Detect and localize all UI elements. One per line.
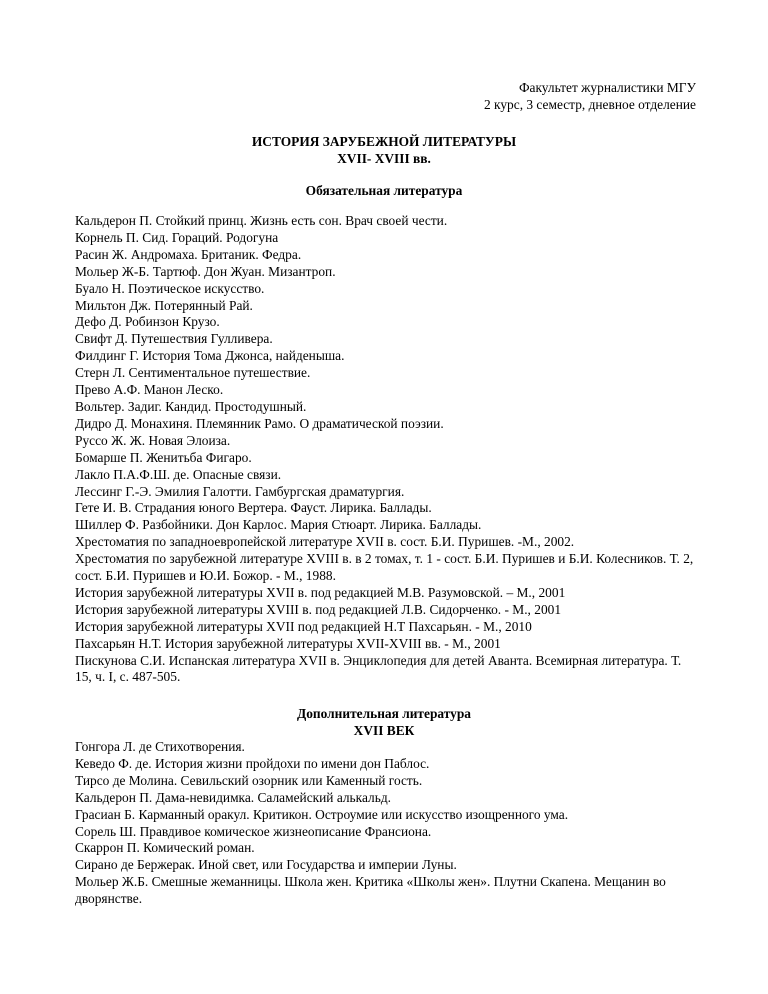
list-item: Гонгора Л. де Стихотворения. bbox=[75, 739, 245, 754]
list-item: Шиллер Ф. Разбойники. Дон Карлос. Мария Стюарт. Лирика. Баллады. bbox=[75, 517, 482, 533]
list-item: Буало Н. Поэтическое искусство. bbox=[75, 280, 265, 296]
additional-heading-title: Дополнительная литература bbox=[297, 706, 471, 721]
list-item: Грасиан Б. Карманный оракул. Критикон. Остроумие или искусство изощренного ума. bbox=[75, 806, 569, 822]
list-item: Кеведо Ф. де. История жизни пройдохи по имени дон Паблос. bbox=[75, 755, 430, 771]
title-line-2: XVII- XVIII вв. bbox=[337, 150, 431, 166]
list-item: Сорель Ш. Правдивое комическое жизнеописание Франсиона. bbox=[75, 823, 432, 839]
list-item: Дефо Д. Робинзон Крузо. bbox=[75, 314, 220, 330]
list-item: Мольер Ж.Б. Смешные жеманницы. Школа жен. Критика «Школы жен». Плутни Скапена. Мещанин во дворянстве. bbox=[75, 874, 666, 907]
list-item: Филдинг Г. История Тома Джонса, найденыша. bbox=[75, 348, 345, 364]
list-item: Лессинг Г.-Э. Эмилия Галотти. Гамбургская драматургия. bbox=[75, 483, 405, 499]
list-item: Кальдерон П. Дама-невидимка. Саламейский алькальд. bbox=[75, 789, 391, 805]
list-item: Гете И. В. Страдания юного Вертера. Фауст. Лирика. Баллады. bbox=[75, 500, 432, 516]
list-item: Пахсарьян Н.Т. История зарубежной литературы XVII-XVIII вв. - М., 2001 bbox=[75, 635, 501, 651]
list-item: Хрестоматия по зарубежной литературе XVIII в. в 2 томах, т. 1 - сост. Б.И. Пуришев и Б.И. Колесников. Т. 2, сост. Б.И. Пуришев и Ю.И. Божор. - М., 1988. bbox=[75, 551, 694, 584]
list-item: Хрестоматия по западноевропейской литературе XVII в. сост. Б.И. Пуришев. -М., 2002. bbox=[75, 534, 575, 550]
document-title bbox=[0, 134, 768, 168]
faculty-name: Факультет журналистики МГУ bbox=[518, 80, 696, 95]
list-item: Лакло П.А.Ф.Ш. де. Опасные связи. bbox=[75, 466, 282, 482]
list-item: Мольер Ж-Б. Тартюф. Дон Жуан. Мизантроп. bbox=[75, 263, 336, 279]
list-item: Корнель П. Сид. Гораций. Родогуна bbox=[75, 229, 279, 245]
course-info: 2 курс, 3 семестр, дневное отделение bbox=[484, 96, 696, 112]
list-item: Мильтон Дж. Потерянный Рай. bbox=[75, 297, 253, 313]
century-subheading: XVII ВЕК bbox=[353, 722, 415, 738]
list-item: Дидро Д. Монахиня. Племянник Рамо. О драматической поэзии. bbox=[75, 415, 444, 431]
list-item: Расин Ж. Андромаха. Британик. Федра. bbox=[75, 246, 302, 262]
required-literature-list bbox=[75, 213, 700, 686]
list-item: Руссо Ж. Ж. Новая Элоиза. bbox=[75, 432, 231, 448]
list-item: Бомарше П. Женитьба Фигаро. bbox=[75, 449, 252, 465]
list-item: История зарубежной литературы XVII в. под редакцией М.В. Разумовской. – М., 2001 bbox=[75, 584, 566, 600]
list-item: Кальдерон П. Стойкий принц. Жизнь есть сон. Врач своей чести. bbox=[75, 213, 448, 228]
required-literature-heading: Обязательная литература bbox=[305, 183, 463, 198]
list-item: Пискунова С.И. Испанская литература XVII в. Энциклопедия для детей Аванта. Всемирная литература. Т. 15, ч. I, с. 487-505. bbox=[75, 652, 682, 685]
additional-literature-heading bbox=[0, 706, 768, 740]
title-line-1: ИСТОРИЯ ЗАРУБЕЖНОЙ ЛИТЕРАТУРЫ bbox=[251, 134, 517, 149]
list-item: История зарубежной литературы XVII под редакцией Н.Т Пахсарьян. - М., 2010 bbox=[75, 618, 532, 634]
list-item: Свифт Д. Путешествия Гулливера. bbox=[75, 331, 273, 347]
list-item: Сирано де Бержерак. Иной свет, или Государства и империи Луны. bbox=[75, 857, 457, 873]
list-item: История зарубежной литературы XVIII в. под редакцией Л.В. Сидорченко. - М., 2001 bbox=[75, 601, 562, 617]
list-item: Прево А.Ф. Манон Леско. bbox=[75, 382, 224, 398]
list-item: Стерн Л. Сентиментальное путешествие. bbox=[75, 365, 311, 381]
list-item: Тирсо де Молина. Севильский озорник или Каменный гость. bbox=[75, 772, 423, 788]
list-item: Скаррон П. Комический роман. bbox=[75, 840, 255, 856]
additional-literature-list bbox=[75, 739, 700, 908]
faculty-header bbox=[484, 80, 696, 114]
list-item: Вольтер. Задиг. Кандид. Простодушный. bbox=[75, 398, 307, 414]
